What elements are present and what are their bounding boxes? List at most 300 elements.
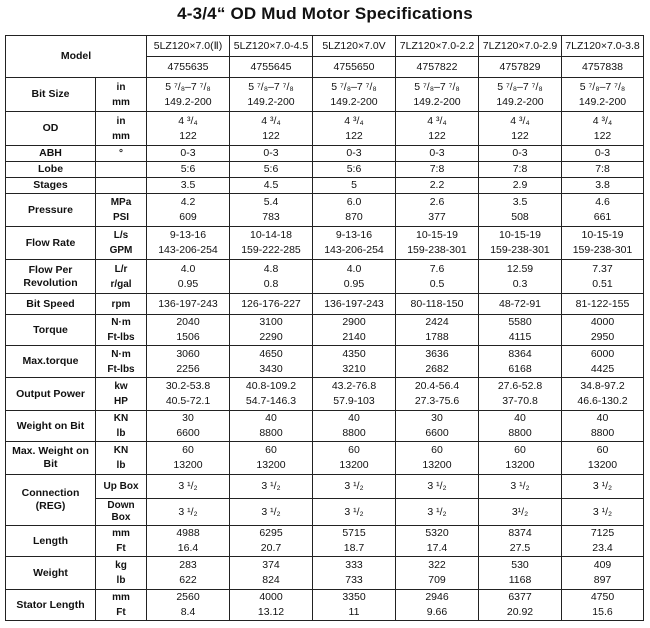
- unit-line: Ft-lbs: [107, 332, 135, 343]
- spec-label-line: Flow Rate: [25, 236, 76, 249]
- value-line: 60: [431, 444, 443, 456]
- spec-value: [313, 294, 396, 315]
- value-line: 4 ³/₄: [344, 114, 364, 127]
- spec-value: [479, 378, 562, 411]
- unit-line: lb: [116, 428, 126, 439]
- value-line: 4.2: [180, 196, 196, 208]
- value-line: 609: [179, 211, 197, 223]
- spec-row: [6, 442, 644, 475]
- value-line: 122: [511, 129, 529, 142]
- value-line: 7125: [590, 527, 615, 539]
- value-line: 8800: [259, 427, 283, 439]
- value-line: 8364: [508, 347, 532, 360]
- unit-line: in: [116, 115, 126, 127]
- spec-value: [479, 112, 562, 146]
- value-line: 4425: [590, 362, 615, 375]
- spec-label-line: Pressure: [28, 203, 73, 216]
- spec-value: [230, 346, 313, 378]
- unit-line: in: [116, 81, 126, 93]
- value-line: 7:8: [595, 163, 610, 175]
- spec-unit: [96, 442, 147, 475]
- spec-unit: [96, 590, 147, 621]
- connection-up-unit: Up Box: [96, 475, 147, 499]
- value-line: 2424: [425, 316, 449, 328]
- value-line: 10-15-19: [581, 229, 624, 241]
- value-line: 7:8: [512, 163, 528, 175]
- spec-value: [147, 227, 230, 260]
- spec-value: [313, 590, 396, 621]
- unit-line: GPM: [109, 245, 133, 256]
- value-line: 13200: [587, 459, 618, 471]
- value-line: 4 ³/₄: [261, 114, 281, 127]
- spec-label-line: Flow Per: [28, 263, 73, 276]
- value-line: 30: [182, 412, 194, 424]
- value-line: 2560: [176, 591, 200, 603]
- value-line: 4 ³/₄: [427, 114, 447, 127]
- value-line: 13200: [339, 459, 369, 471]
- value-line: 4000: [259, 591, 283, 603]
- model-name: 5LZ120×7.0-4.5: [230, 36, 313, 57]
- spec-value: [230, 162, 313, 178]
- spec-label: [6, 112, 96, 146]
- value-line: 13200: [505, 459, 535, 471]
- unit-line: MPa: [110, 197, 132, 208]
- spec-value: [313, 346, 396, 378]
- value-line: 1788: [425, 331, 449, 343]
- spec-value: [230, 294, 313, 315]
- spec-label: [6, 194, 96, 227]
- spec-value: [562, 294, 644, 315]
- value-line: 5715: [342, 527, 366, 539]
- value-line: 10-14-18: [249, 229, 293, 241]
- unit-line: KN: [113, 413, 129, 424]
- value-line: 136-197-243: [158, 297, 218, 310]
- value-line: 57.9-103: [333, 395, 375, 407]
- value-line: 40: [514, 412, 526, 424]
- value-line: 10-15-19: [498, 229, 542, 241]
- spec-label: [6, 557, 96, 590]
- value-line: 2946: [425, 591, 449, 603]
- connection-up-row: [6, 475, 644, 499]
- spec-value: [479, 162, 562, 178]
- value-line: 20.7: [260, 542, 282, 554]
- unit-line: r/gal: [110, 278, 132, 290]
- spec-row: [6, 112, 644, 146]
- spec-label-line: Max. Weight on: [12, 445, 89, 457]
- value-line: 0.8: [263, 277, 279, 290]
- spec-value: [147, 315, 230, 346]
- value-line: 27.6-52.8: [497, 380, 543, 392]
- spec-value: [396, 260, 479, 294]
- unit-line: rpm: [111, 298, 131, 310]
- unit-line: Ft: [116, 607, 126, 618]
- value-line: 13200: [422, 459, 452, 471]
- spec-value: [230, 411, 313, 442]
- value-line: 0.95: [177, 277, 199, 290]
- model-name: 5LZ120×7.0V: [313, 36, 396, 57]
- spec-value: [230, 590, 313, 621]
- value-line: 27.5: [509, 542, 531, 554]
- spec-value: [230, 146, 313, 162]
- spec-value: [562, 146, 644, 162]
- value-line: 7:8: [429, 163, 445, 175]
- value-line: 40: [265, 412, 277, 424]
- value-line: 3.5: [512, 196, 528, 208]
- spec-value: [396, 112, 479, 146]
- unit-line: kw: [114, 381, 128, 392]
- value-line: 159-222-285: [241, 244, 301, 256]
- spec-value: [396, 411, 479, 442]
- unit-line: KN: [113, 445, 129, 456]
- value-line: 4750: [590, 591, 615, 603]
- connection-down-value: 3 ¹/₂: [230, 499, 313, 526]
- spec-value: [230, 194, 313, 227]
- spec-value: [479, 178, 562, 194]
- value-line: 136-197-243: [324, 297, 384, 310]
- value-line: 8800: [508, 427, 532, 439]
- value-line: 2682: [425, 362, 449, 375]
- value-line: 0.5: [429, 277, 445, 290]
- value-line: 4988: [176, 527, 200, 539]
- spec-value: [562, 78, 644, 112]
- spec-value: [479, 346, 562, 378]
- value-line: 4115: [508, 331, 532, 343]
- spec-unit: [96, 162, 147, 178]
- spec-value: [147, 294, 230, 315]
- spec-value: [147, 178, 230, 194]
- spec-unit: [96, 178, 147, 194]
- value-line: 80-118-150: [410, 297, 464, 310]
- connection-label: [6, 475, 96, 526]
- model-name: 7LZ120×7.0-2.2: [396, 36, 479, 57]
- value-line: 23.4: [592, 542, 613, 554]
- spec-value: [396, 194, 479, 227]
- spec-label-line: Torque: [33, 323, 68, 336]
- value-line: 2040: [176, 316, 200, 328]
- value-line: 5580: [508, 316, 532, 328]
- spec-label: [6, 294, 96, 315]
- spec-value: [230, 315, 313, 346]
- spec-value: [313, 227, 396, 260]
- spec-unit: [96, 260, 147, 294]
- spec-label: [6, 411, 96, 442]
- model-name: 7LZ120×7.0-2.9: [479, 36, 562, 57]
- connection-down-row: [6, 499, 644, 526]
- spec-value: [396, 315, 479, 346]
- value-line: 1506: [176, 331, 200, 343]
- spec-value: [147, 112, 230, 146]
- value-line: 60: [265, 444, 277, 456]
- value-line: 43.2-76.8: [331, 380, 377, 392]
- spec-label-line: OD: [42, 122, 59, 134]
- value-line: 16.4: [177, 542, 199, 554]
- value-line: 733: [345, 574, 363, 586]
- value-line: 6295: [259, 527, 283, 539]
- value-line: 661: [593, 211, 612, 223]
- spec-value: [313, 315, 396, 346]
- spec-unit: [96, 294, 147, 315]
- spec-label-line: (REG): [35, 500, 66, 512]
- connection-up-value: 3 ¹/₂: [396, 475, 479, 499]
- spec-value: [313, 162, 396, 178]
- value-line: 5 ⁷/₈–7 ⁷/₈: [579, 80, 626, 93]
- value-line: 897: [593, 574, 612, 586]
- value-line: 0.51: [592, 277, 613, 290]
- spec-value: [479, 227, 562, 260]
- unit-line: mm: [112, 96, 130, 108]
- value-line: 374: [262, 559, 280, 571]
- spec-value: [147, 442, 230, 475]
- value-line: 122: [593, 129, 612, 142]
- part-number: 4755650: [313, 57, 396, 78]
- value-line: 126-176-227: [241, 297, 301, 310]
- spec-value: [479, 294, 562, 315]
- spec-label: [6, 315, 96, 346]
- spec-value: [562, 260, 644, 294]
- value-line: 149.2-200: [330, 95, 378, 108]
- spec-value: [230, 526, 313, 557]
- spec-value: [313, 378, 396, 411]
- value-line: 3.8: [595, 179, 610, 191]
- value-line: 4000: [590, 316, 615, 328]
- value-line: 5 ⁷/₈–7 ⁷/₈: [331, 80, 377, 93]
- value-line: 18.7: [343, 542, 365, 554]
- value-line: 13200: [173, 459, 203, 471]
- spec-value: [230, 178, 313, 194]
- part-number: 4757838: [562, 57, 644, 78]
- value-line: 508: [511, 211, 529, 223]
- spec-value: [479, 526, 562, 557]
- spec-label-line: Weight on Bit: [16, 419, 85, 432]
- value-line: 10-15-19: [415, 229, 459, 241]
- spec-value: [562, 178, 644, 194]
- spec-value: [313, 260, 396, 294]
- value-line: 8800: [342, 427, 366, 439]
- value-line: 322: [428, 559, 446, 571]
- unit-line: Box: [111, 512, 131, 523]
- spec-label: [6, 78, 96, 112]
- value-line: 2900: [342, 316, 366, 328]
- unit-line: kg: [115, 560, 127, 571]
- model-label: Model: [6, 36, 147, 78]
- value-line: 2256: [176, 362, 200, 375]
- spec-value: [562, 194, 644, 227]
- spec-unit: [96, 112, 147, 146]
- spec-value: [479, 315, 562, 346]
- spec-value: [230, 442, 313, 475]
- spec-label-line: Max.torque: [22, 355, 79, 367]
- spec-unit: [96, 227, 147, 260]
- spec-value: [313, 411, 396, 442]
- value-line: 3430: [259, 362, 283, 375]
- spec-label-line: Length: [33, 534, 68, 547]
- spec-value: [396, 78, 479, 112]
- spec-value: [562, 315, 644, 346]
- value-line: 122: [179, 129, 197, 142]
- spec-value: [147, 557, 230, 590]
- spec-label: [6, 146, 96, 162]
- connection-up-value: 3 ¹/₂: [230, 475, 313, 499]
- connection-up-value: 3 ¹/₂: [562, 475, 644, 499]
- value-line: 37-70.8: [502, 395, 538, 407]
- value-line: 8374: [508, 527, 532, 539]
- value-line: 824: [262, 574, 280, 586]
- spec-value: [562, 162, 644, 178]
- spec-row: [6, 411, 644, 442]
- spec-value: [562, 411, 644, 442]
- value-line: 6377: [508, 591, 532, 603]
- spec-value: [479, 78, 562, 112]
- spec-value: [313, 78, 396, 112]
- value-line: 122: [345, 129, 363, 142]
- value-line: 30.2-53.8: [165, 380, 211, 392]
- spec-value: [230, 378, 313, 411]
- value-line: 3.5: [180, 179, 196, 191]
- connection-down-value: 3 ¹/₂: [313, 499, 396, 526]
- spec-label-line: Lobe: [37, 163, 64, 175]
- spec-unit: [96, 346, 147, 378]
- spec-row: [6, 590, 644, 621]
- spec-row: [6, 227, 644, 260]
- value-line: 2.6: [429, 196, 445, 208]
- value-line: 377: [428, 211, 446, 223]
- spec-value: [147, 78, 230, 112]
- spec-unit: [96, 146, 147, 162]
- value-line: 3210: [342, 362, 366, 375]
- value-line: 8800: [590, 427, 615, 439]
- spec-value: [147, 378, 230, 411]
- value-line: 5 ⁷/₈–7 ⁷/₈: [414, 80, 460, 93]
- value-line: 122: [428, 129, 446, 142]
- spec-value: [396, 557, 479, 590]
- spec-unit: [96, 194, 147, 227]
- spec-value: [479, 411, 562, 442]
- value-line: 622: [179, 574, 197, 586]
- connection-down-value: 3 ¹/₂: [562, 499, 644, 526]
- spec-label: [6, 227, 96, 260]
- connection-down-value: 3¹/₂: [479, 499, 562, 526]
- value-line: 6600: [176, 427, 200, 439]
- value-line: 30: [431, 412, 443, 424]
- spec-value: [562, 590, 644, 621]
- value-line: 5 ⁷/₈–7 ⁷/₈: [248, 80, 294, 93]
- value-line: 27.3-75.6: [414, 395, 460, 407]
- spec-value: [313, 178, 396, 194]
- value-line: 149.2-200: [413, 95, 461, 108]
- value-line: 6168: [508, 362, 532, 375]
- value-line: 783: [262, 211, 280, 223]
- value-line: 54.7-146.3: [245, 395, 297, 407]
- spec-label: [6, 260, 96, 294]
- connection-down-unit: [96, 499, 147, 526]
- spec-label-line: Bit Size: [31, 88, 70, 100]
- spec-label-line: ABH: [39, 147, 62, 159]
- unit-line: Ft: [116, 543, 126, 554]
- value-line: 4.6: [595, 196, 610, 208]
- model-name: 5LZ120×7.0(Ⅱ): [147, 36, 230, 57]
- value-line: 5 ⁷/₈–7 ⁷/₈: [165, 80, 211, 93]
- spec-value: [147, 162, 230, 178]
- spec-value: [479, 557, 562, 590]
- spec-value: [562, 112, 644, 146]
- spec-label-line: Revolution: [23, 276, 78, 289]
- value-line: 34.8-97.2: [580, 380, 625, 392]
- spec-row: [6, 146, 644, 162]
- spec-unit: [96, 78, 147, 112]
- value-line: 7.6: [429, 262, 445, 275]
- value-line: 17.4: [426, 542, 448, 554]
- spec-value: [396, 442, 479, 475]
- value-line: 2140: [342, 331, 366, 343]
- spec-unit: [96, 411, 147, 442]
- spec-value: [396, 178, 479, 194]
- spec-value: [230, 112, 313, 146]
- value-line: 0-3: [263, 147, 279, 159]
- spec-row: [6, 346, 644, 378]
- unit-line: L/r: [114, 263, 128, 275]
- value-line: 11: [348, 606, 360, 618]
- unit-line: mm: [112, 130, 130, 142]
- value-line: 143-206-254: [324, 244, 384, 256]
- spec-row: [6, 378, 644, 411]
- value-line: 46.6-130.2: [577, 395, 628, 407]
- spec-value: [396, 227, 479, 260]
- spec-value: [562, 346, 644, 378]
- spec-value: [396, 294, 479, 315]
- spec-unit: [96, 526, 147, 557]
- unit-line: N·m: [111, 317, 131, 328]
- spec-value: [147, 346, 230, 378]
- value-line: 40.8-109.2: [245, 380, 297, 392]
- value-line: 1168: [508, 574, 532, 586]
- spec-value: [396, 162, 479, 178]
- value-line: 159-238-301: [407, 244, 467, 256]
- spec-label: [6, 178, 96, 194]
- value-line: 0-3: [429, 147, 445, 159]
- spec-value: [147, 526, 230, 557]
- unit-line: N·m: [111, 348, 131, 360]
- value-line: 60: [514, 444, 526, 456]
- spec-value: [479, 194, 562, 227]
- value-line: 149.2-200: [578, 95, 627, 108]
- value-line: 5: [351, 179, 357, 191]
- spec-value: [479, 590, 562, 621]
- value-line: 0.95: [343, 277, 365, 290]
- spec-value: [396, 526, 479, 557]
- spec-value: [147, 146, 230, 162]
- spec-value: [562, 526, 644, 557]
- value-line: 20.92: [506, 606, 534, 618]
- value-line: 530: [511, 559, 529, 571]
- spec-value: [562, 557, 644, 590]
- value-line: 2290: [259, 331, 283, 343]
- connection-down-value: 3 ¹/₂: [147, 499, 230, 526]
- value-line: 709: [428, 574, 446, 586]
- value-line: 5 ⁷/₈–7 ⁷/₈: [497, 80, 543, 93]
- spec-value: [396, 146, 479, 162]
- value-line: 4.5: [263, 179, 279, 191]
- spec-row: [6, 78, 644, 112]
- value-line: 149.2-200: [496, 95, 544, 108]
- value-line: 20.4-56.4: [414, 380, 460, 392]
- spec-label-line: Stages: [33, 179, 68, 191]
- value-line: 149.2-200: [247, 95, 295, 108]
- value-line: 6.0: [346, 196, 362, 208]
- value-line: 60: [182, 444, 194, 456]
- spec-value: [147, 411, 230, 442]
- spec-row: [6, 526, 644, 557]
- value-line: 4650: [259, 347, 283, 360]
